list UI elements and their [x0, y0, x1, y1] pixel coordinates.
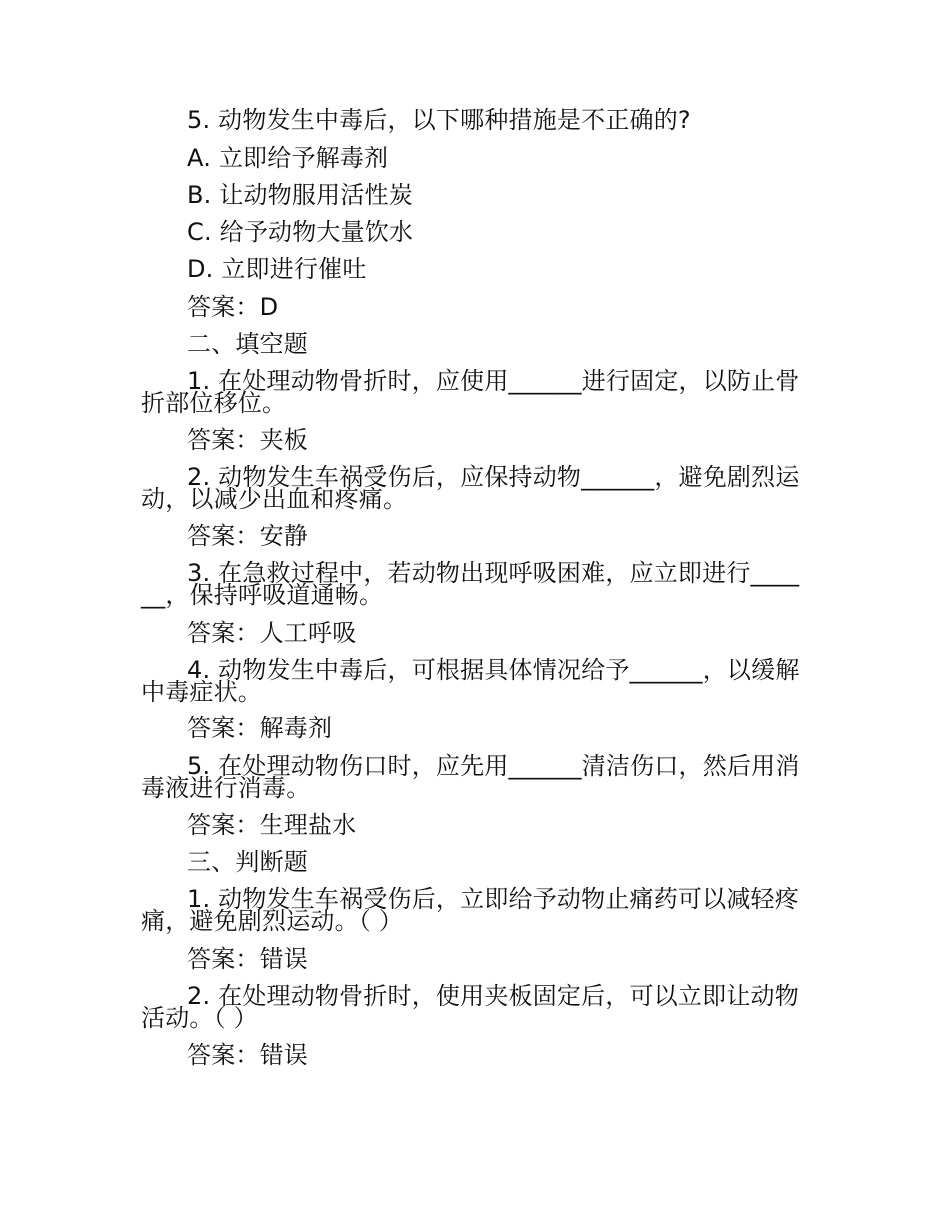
fill-blank-answer-3: 答案：人工呼吸 — [187, 619, 357, 647]
true-false-heading: 三、判断题 — [187, 848, 308, 876]
fill-blank-question-5: 5. 在处理动物伤口时，应先用______清洁伤口，然后用消毒液进行消毒。 — [141, 752, 800, 802]
fill-blank-question-3: 3. 在急救过程中，若动物出现呼吸困难，应立即进行______，保持呼吸道通畅。 — [141, 559, 800, 609]
true-false-answer-2: 答案：错误 — [187, 1041, 308, 1069]
mc-option-a: A. 立即给予解毒剂 — [187, 144, 389, 172]
fill-blank-answer-1: 答案：夹板 — [187, 426, 308, 454]
fill-blank-heading: 二、填空题 — [187, 330, 308, 358]
true-false-answer-1: 答案：错误 — [187, 945, 308, 973]
true-false-question-1: 1. 动物发生车祸受伤后，立即给予动物止痛药可以减轻疼痛，避免剧烈运动。（ ） — [141, 885, 799, 935]
fill-blank-answer-2: 答案：安静 — [187, 522, 308, 550]
mc-option-c: C. 给予动物大量饮水 — [187, 218, 414, 246]
mc-option-b: B. 让动物服用活性炭 — [187, 181, 413, 209]
fill-blank-question-1: 1. 在处理动物骨折时，应使用______进行固定，以防止骨折部位移位。 — [141, 367, 800, 417]
mc-option-d: D. 立即进行催吐 — [187, 255, 367, 283]
mc-answer: 答案：D — [187, 293, 279, 321]
mc-question-stem: 5. 动物发生中毒后，以下哪种措施是不正确的? — [187, 106, 691, 134]
fill-blank-answer-5: 答案：生理盐水 — [187, 811, 357, 839]
fill-blank-answer-4: 答案：解毒剂 — [187, 714, 333, 742]
fill-blank-question-4: 4. 动物发生中毒后，可根据具体情况给予______，以缓解中毒症状。 — [141, 656, 800, 706]
true-false-question-2: 2. 在处理动物骨折时，使用夹板固定后，可以立即让动物活动。（ ） — [141, 982, 799, 1032]
fill-blank-question-2: 2. 动物发生车祸受伤后，应保持动物______，避免剧烈运动，以减少出血和疼痛。 — [141, 463, 800, 513]
